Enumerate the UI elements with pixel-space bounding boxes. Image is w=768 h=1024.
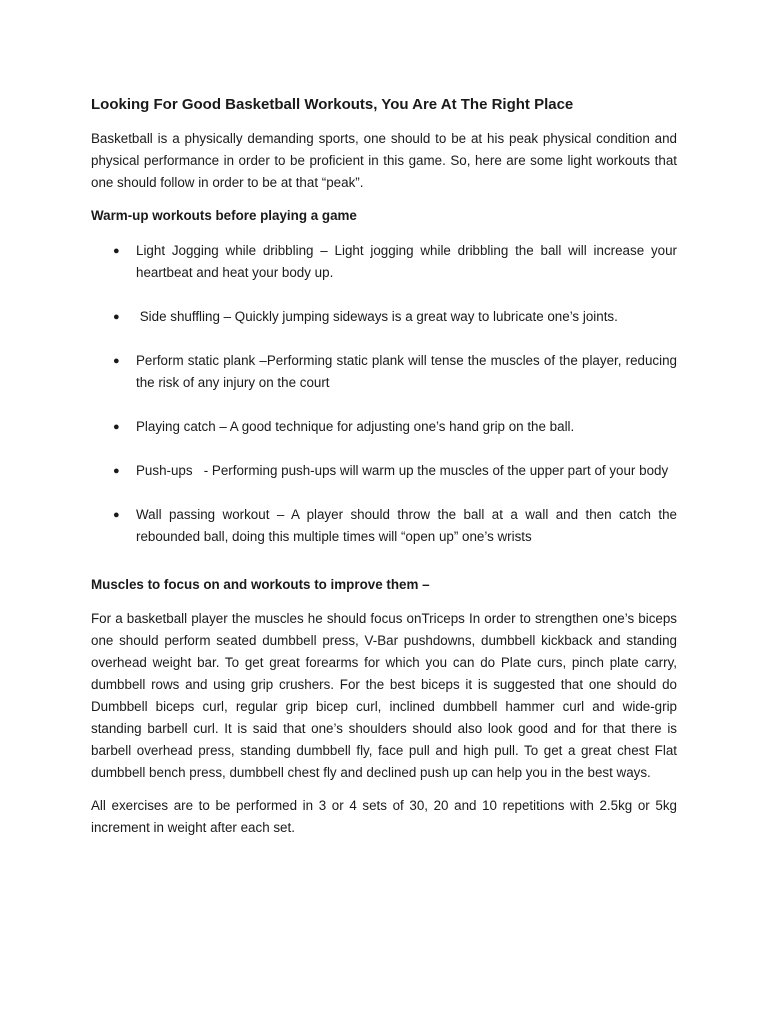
list-item xyxy=(91,350,677,394)
bullet-icon: ● xyxy=(113,509,120,521)
warmup-list xyxy=(91,240,677,548)
page-title: Looking For Good Basketball Workouts, You Are At The Right Place xyxy=(91,96,574,113)
bullet-icon: ● xyxy=(113,465,120,477)
warmup-heading: Warm-up workouts before playing a game xyxy=(91,208,357,223)
list-item-text: Push-ups - Performing push-ups will warm up the muscles of the upper part of your body xyxy=(136,463,669,478)
bullet-icon: ● xyxy=(113,355,120,367)
list-item xyxy=(91,240,677,284)
list-item-text: Wall passing workout – A player should throw the ball at a wall and then catch the rebounded ball, doing this multiple times will “open up” one’s wrists xyxy=(136,507,677,544)
list-item xyxy=(91,504,677,548)
bullet-icon: ● xyxy=(113,245,120,257)
list-item xyxy=(91,306,677,328)
list-item-text: Side shuffling – Quickly jumping sideways is a great way to lubricate one’s joints. xyxy=(136,309,618,324)
list-item-text: Light Jogging while dribbling – Light jogging while dribbling the ball will increase your heartbeat and heat your body up. xyxy=(136,243,677,280)
bullet-icon: ● xyxy=(113,421,120,433)
document-body xyxy=(91,94,677,839)
list-item xyxy=(91,460,677,482)
sets-paragraph: All exercises are to be performed in 3 or 4 sets of 30, 20 and 10 repetitions with 2.5kg or 5kg increment in weight after each set. xyxy=(91,798,677,835)
muscles-paragraph: For a basketball player the muscles he should focus onTriceps In order to strengthen one’s biceps one should perform seated dumbbell press, V-Bar pushdowns, dumbbell kickback and standing overhead weight bar. To get great forearms for which you can do Plate curs, pinch plate carry, dumbbell rows and using grip crushers. For the best biceps it is suggested that one should do Dumbbell biceps curl, regular grip bicep curl, inclined dumbbell hammer curl and wide-grip standing barbell curl. It is said that one’s shoulders should also look good and for that there is barbell overhead press, standing dumbbell fly, face pull and high pull. To get a great chest Flat dumbbell bench press, dumbbell chest fly and declined push up can help you in the best ways. xyxy=(91,611,677,780)
intro-paragraph: Basketball is a physically demanding sports, one should to be at his peak physical condition and physical performance in order to be proficient in this game. So, here are some light workouts that one should follow in order to be at that “peak”. xyxy=(91,131,677,190)
bullet-icon: ● xyxy=(113,311,120,323)
list-item-text: Playing catch – A good technique for adjusting one’s hand grip on the ball. xyxy=(136,419,575,434)
list-item-text: Perform static plank –Performing static plank will tense the muscles of the player, reducing the risk of any injury on the court xyxy=(136,353,677,390)
list-item xyxy=(91,416,677,438)
muscles-heading: Muscles to focus on and workouts to improve them – xyxy=(91,577,430,592)
